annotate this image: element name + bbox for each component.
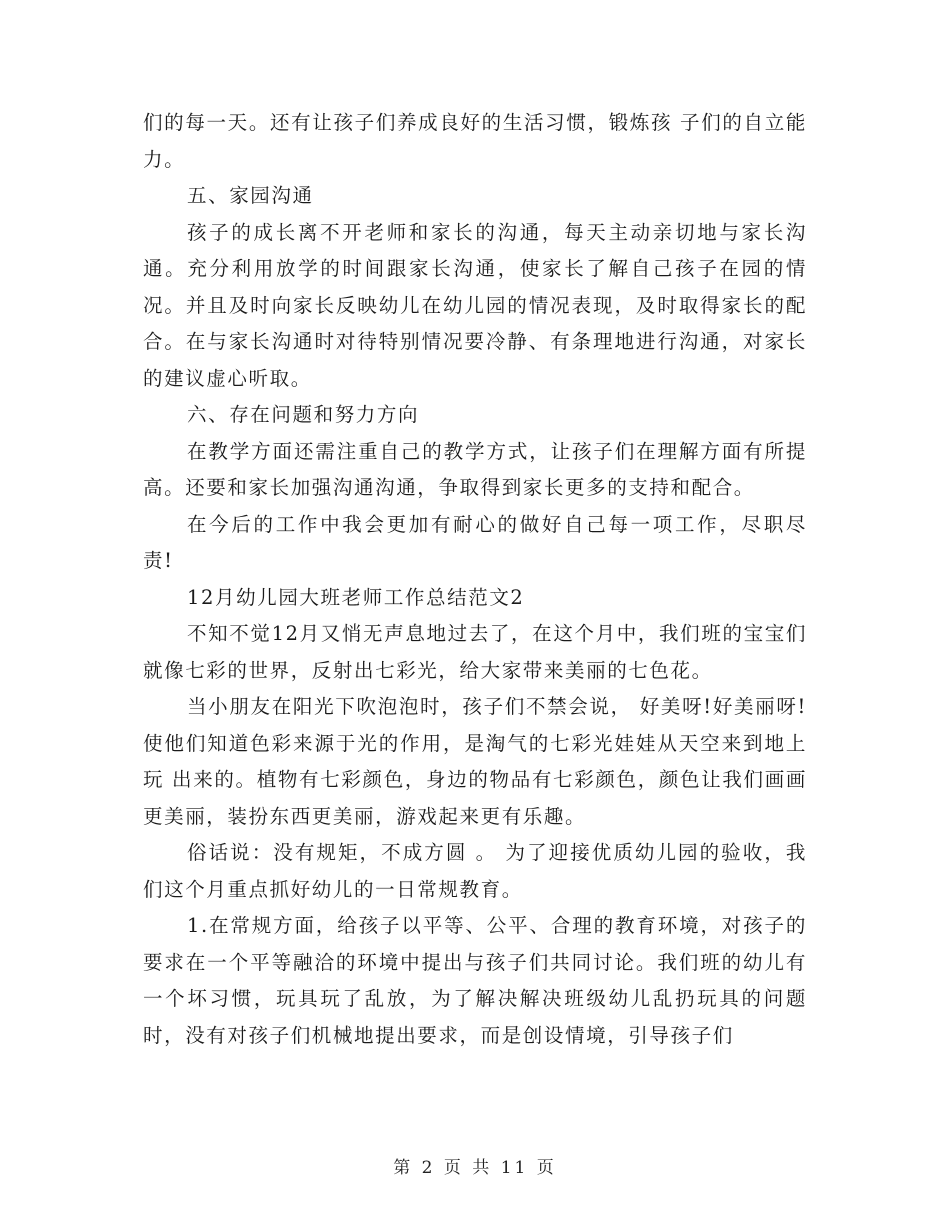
paragraph-rules-saying: 俗话说：没有规矩，不成方圆 。 为了迎接优质幼儿园的验收，我们这个月重点抓好幼儿的一日常规教育。 (143, 841, 807, 901)
paragraph-teaching-improvement: 在教学方面还需注重自己的教学方式，让孩子们在理解方面有所提高。还要和家长加强沟通沟通，争取得到家长更多的支持和配合。 (143, 439, 807, 499)
paragraph-december-intro: 不知不觉12月又悄无声息地过去了，在这个月中，我们班的宝宝们就像七彩的世界，反射出七彩光，给大家带来美丽的七色花。 (143, 622, 807, 682)
paragraph-communication: 孩子的成长离不开老师和家长的沟通，每天主动亲切地与家长沟通。充分利用放学的时间跟家长沟通，使家长了解自己孩子在园的情况。并且及时向家长反映幼儿在幼儿园的情况表现，及时取得家长的配合。在与家长沟通时对待特别情况要冷静、有条理地进行沟通，对家长的建议虚心听取。 (143, 220, 807, 390)
page-number-footer: 第 2 页 共 11 页 (393, 1158, 557, 1178)
document-body (143, 105, 807, 1054)
paragraph-bubbles-colors: 当小朋友在阳光下吹泡泡时，孩子们不禁会说， 好美呀!好美丽呀! 使他们知道色彩来源于光的作用，是淘气的七彩光娃娃从天空来到地上 玩 出来的。植物有七彩颜色，身边的物品有七彩颜色，颜色让我们画画更美丽，装扮东西更美丽，游戏起来更有乐趣。 (143, 695, 807, 828)
section-heading-problems-and-direction: 六、存在问题和努力方向 (187, 403, 420, 426)
paragraph-future-work: 在今后的工作中我会更加有耐心的做好自己每一项工作，尽职尽责! (143, 512, 807, 572)
section-heading-home-school-communication: 五、家园沟通 (187, 184, 314, 207)
paragraph-continuation: 们的每一天。还有让孩子们养成良好的生活习惯，锻炼孩 子们的自立能力。 (143, 111, 807, 171)
paragraph-routine-point-1: 1.在常规方面，给孩子以平等、公平、合理的教育环境，对孩子的要求在一个平等融洽的环境中提出与孩子们共同讨论。我们班的幼儿有一个坏习惯，玩具玩了乱放，为了解决解决班级幼儿乱扔玩具的问题时，没有对孩子们机械地提出要求，而是创设情境，引导孩子们 (143, 914, 807, 1047)
article-title-sample-2: 12月幼儿园大班老师工作总结范文2 (187, 585, 525, 609)
